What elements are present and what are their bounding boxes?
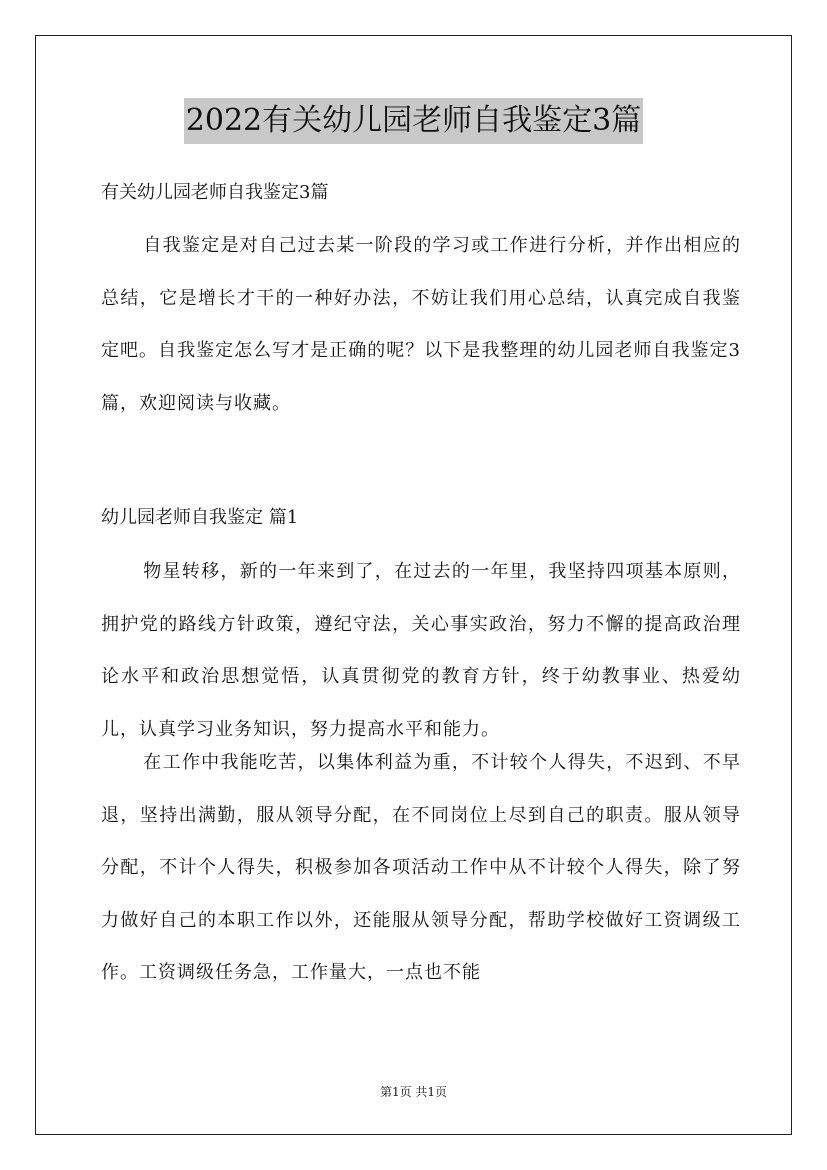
document-subtitle: 有关幼儿园老师自我鉴定3篇 <box>101 182 329 203</box>
page-footer: 第1页 共1页 <box>379 1085 448 1099</box>
body-paragraph <box>101 546 741 756</box>
document-title: 2022有关幼儿园老师自我鉴定3篇 <box>184 98 643 144</box>
body-paragraph <box>101 737 741 1000</box>
section-heading: 幼儿园老师自我鉴定 篇1 <box>101 507 299 528</box>
intro-paragraph <box>101 220 741 430</box>
paragraph-text: 在工作中我能吃苦，以集体利益为重，不计较个人得失，不迟到、不早退，坚持出满勤，服从领导分配，在不同岗位上尽到自己的职责。服从领导分配，不计个人得失，积极参加各项活动工作中从不计较个人得失，除了努力做好自己的本职工作以外，还能服从领导分配，帮助学校做好工资调级工作。工资调级任务急，工作量大，一点也不能 <box>101 752 741 983</box>
paragraph-text: 物星转移，新的一年来到了，在过去的一年里，我坚持四项基本原则，拥护党的路线方针政策，遵纪守法，关心事实政治，努力不懈的提高政治理论水平和政治思想觉悟，认真贯彻党的教育方针，终于幼教事业、热爱幼儿，认真学习业务知识，努力提高水平和能力。 <box>101 561 741 740</box>
intro-text: 自我鉴定是对自己过去某一阶段的学习或工作进行分析，并作出相应的总结，它是增长才干的一种好办法，不妨让我们用心总结，认真完成自我鉴定吧。自我鉴定怎么写才是正确的呢？以下是我整理的幼儿园老师自我鉴定3篇，欢迎阅读与收藏。 <box>101 235 741 414</box>
title-container <box>0 98 827 144</box>
